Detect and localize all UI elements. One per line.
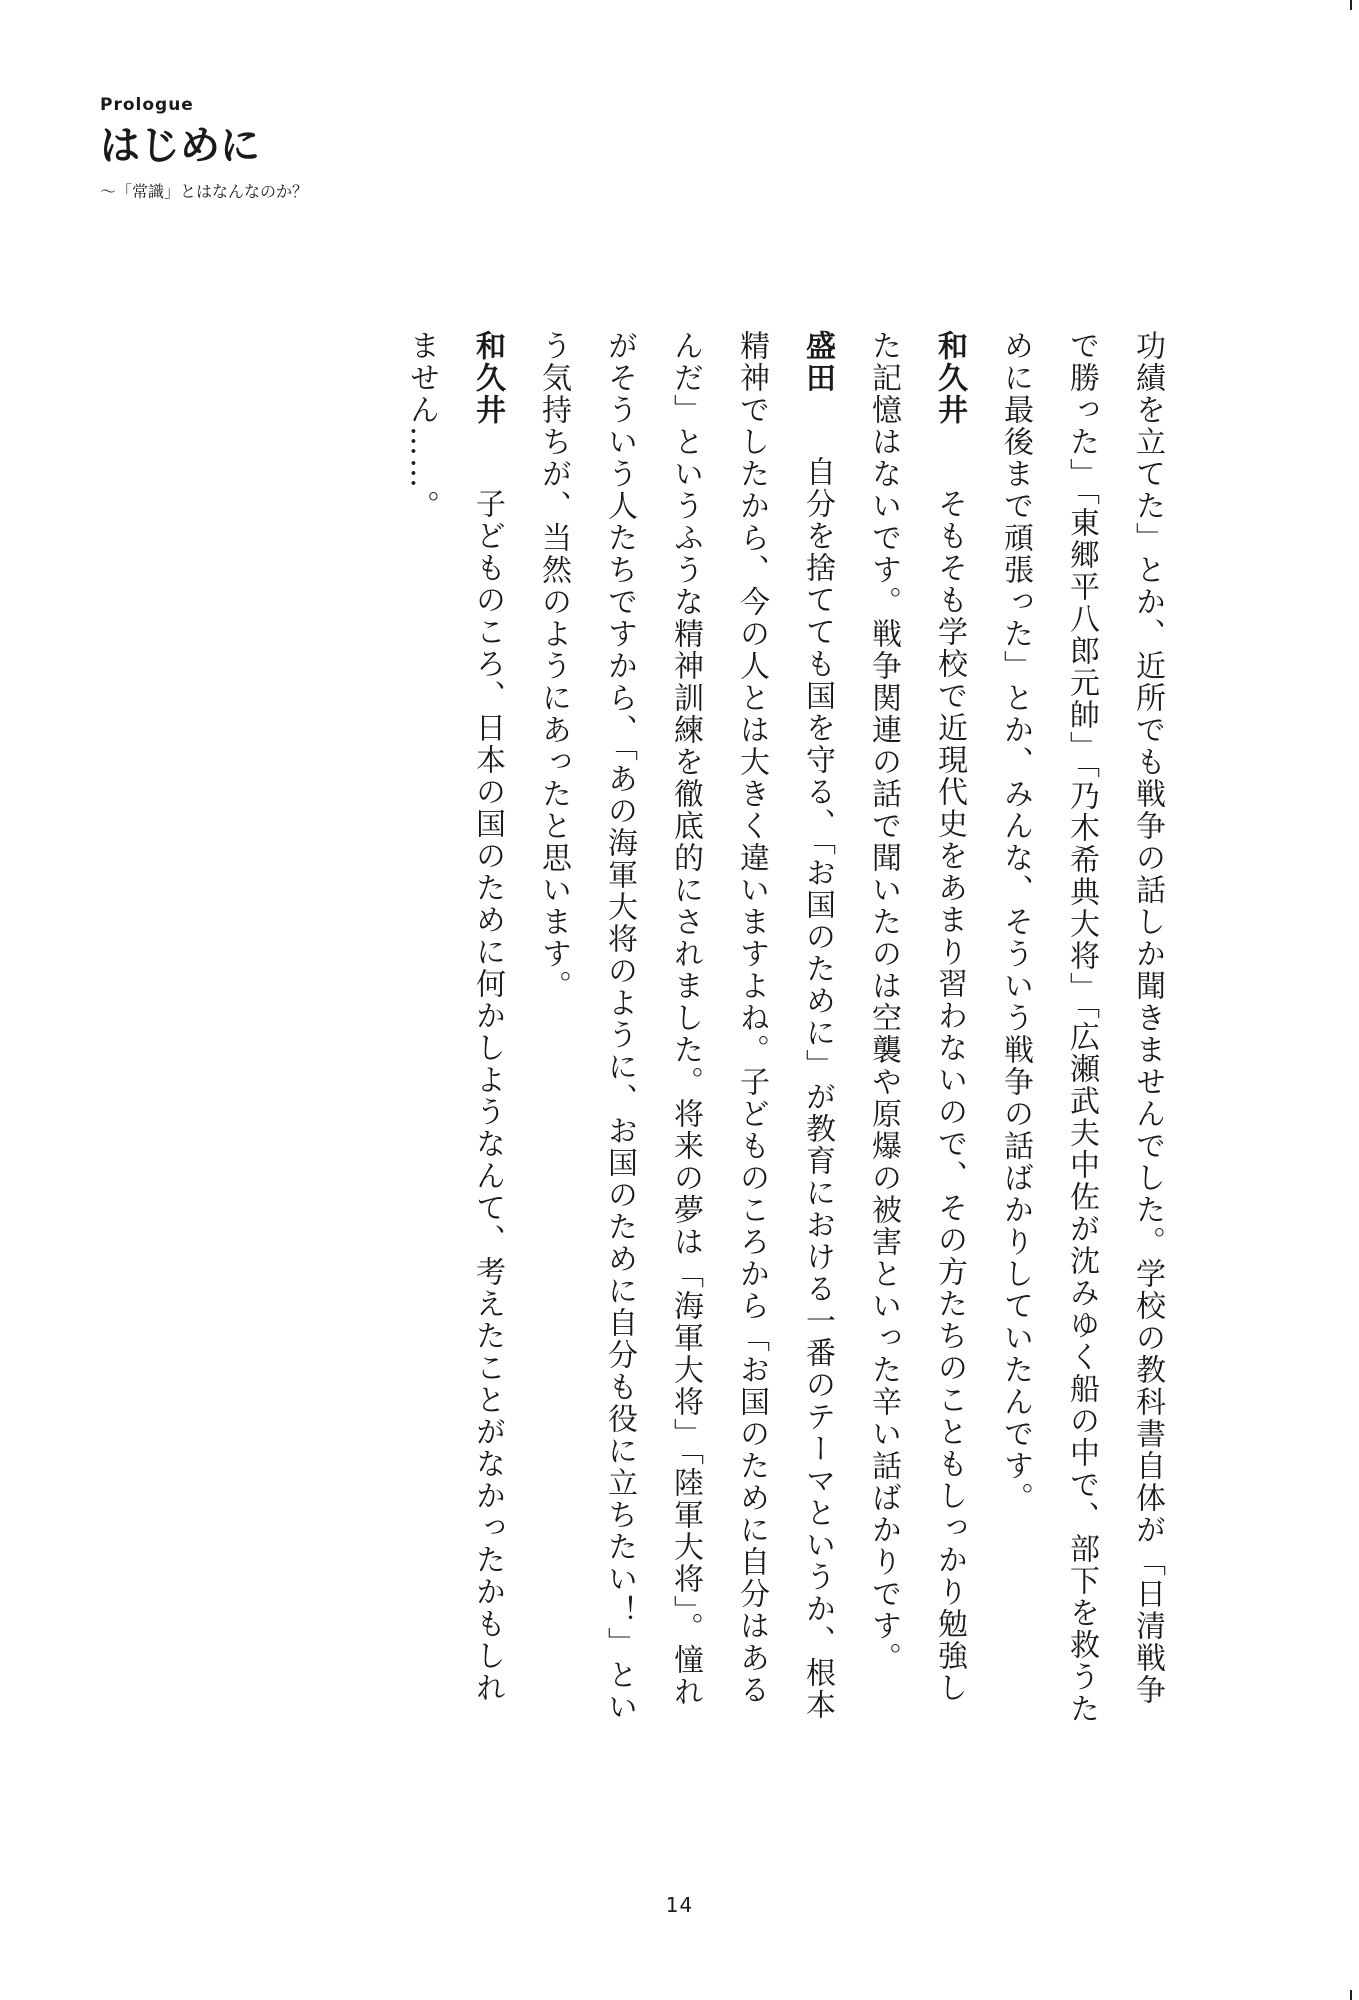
chapter-title: はじめに [100, 123, 260, 169]
vertical-body-text [170, 330, 1180, 1730]
chapter-header [100, 95, 308, 202]
crop-mark-bottom [1350, 1990, 1352, 2000]
paragraph-text: 自分を捨てても国を守る、「お国のために」が教育における一番のテーマというか、根本精神でしたから、今の人とは大きく違いますよね。子どものころから「お国のために自分はあるんだ」というふうな精神訓練を徹底的にされました。将来の夢は「海軍大将」「陸軍大将」。憧れがそういう人たちですから、「あの海軍大将のように、お国のために自分も役に立ちたい！」という気持ちが、当然のようにあったと思います。 [536, 330, 835, 1723]
paragraph-text: そもそも学校で近現代史をあまり習わないので、その方たちのこともしっかり勉強した記憶はないです。戦争関連の話で聞いたのは空襲や原爆の被害といった辛い話ばかりです。 [866, 330, 967, 1704]
dialogue-paragraph [520, 330, 850, 1730]
dialogue-paragraph [850, 330, 982, 1730]
chapter-subtitle: 〜「常識」とはなんなのか？ [100, 182, 309, 201]
paragraph-text: 子どものころ、日本の国のために何かしようなんて、考えたことがなかったかもしれません……。 [404, 330, 505, 1704]
chapter-eyebrow: Prologue [100, 95, 194, 115]
dialogue-paragraph [388, 330, 520, 1730]
paragraph-continuation [982, 330, 1180, 1730]
crop-mark-top [1350, 0, 1352, 10]
paragraph-text: 功績を立てた」とか、近所でも戦争の話しか聞きませんでした。学校の教科書自体が「日清戦争で勝った」「東郷平八郎元帥」「乃木希典大将」「広瀬武夫中佐が沈みゆく船の中で、部下を救うために最後まで頑張った」とか、みんな、そういう戦争の話ばかりしていたんです。 [998, 330, 1165, 1725]
speaker-name: 和久井 [932, 330, 967, 458]
page-number: 14 [665, 1893, 694, 1917]
speaker-name: 和久井 [470, 330, 505, 458]
speaker-name: 盛田 [800, 330, 835, 426]
